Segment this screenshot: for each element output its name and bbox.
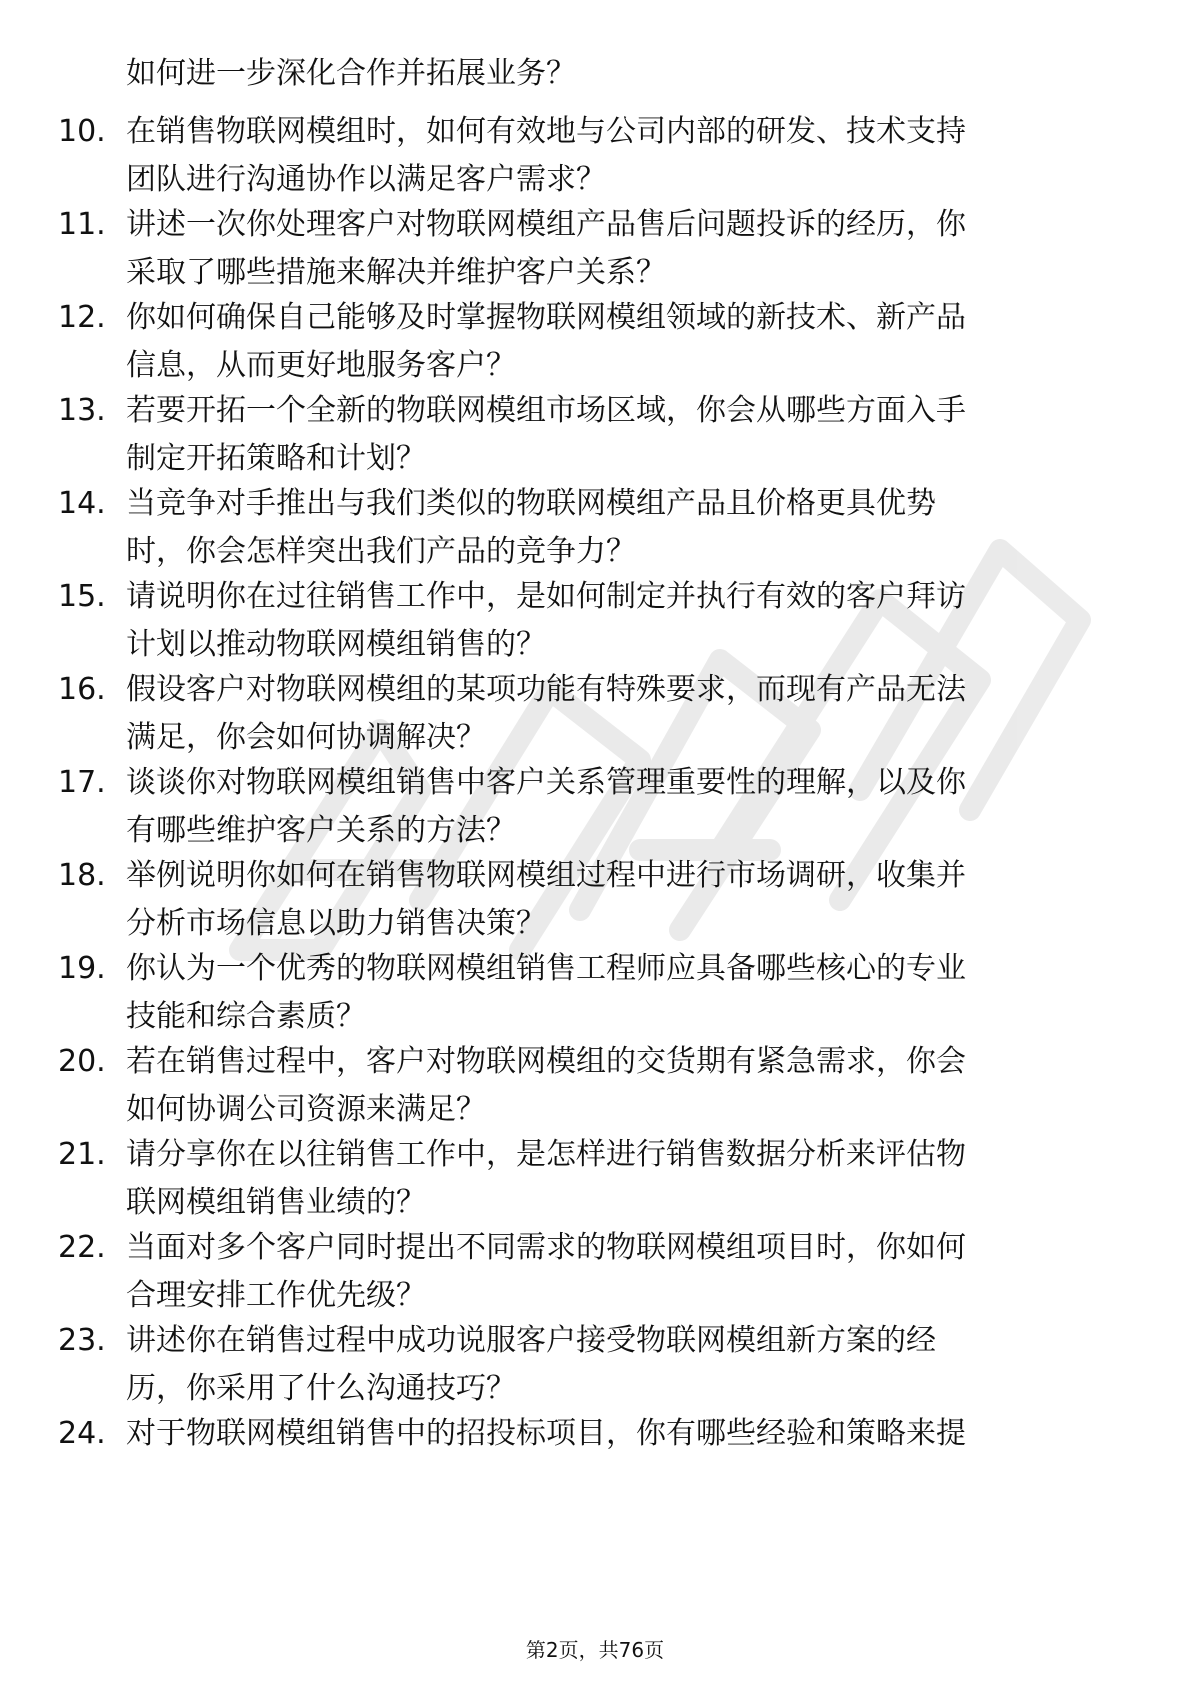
question-text-line: 满足，你会如何协调解决？	[126, 720, 486, 755]
question-text-line: 制定开拓策略和计划？	[126, 441, 426, 476]
question-text-line: 信息，从而更好地服务客户？	[126, 348, 516, 383]
question-item	[0, 1131, 1190, 1227]
question-text-line: 采取了哪些措施来解决并维护客户关系？	[126, 255, 666, 290]
question-text-line: 时，你会怎样突出我们产品的竞争力？	[126, 534, 636, 569]
question-text-line: 历，你采用了什么沟通技巧？	[126, 1371, 516, 1406]
question-text-line: 计划以推动物联网模组销售的？	[126, 627, 546, 662]
question-number: 17.	[58, 765, 106, 800]
question-item	[0, 666, 1190, 762]
question-number: 21.	[58, 1137, 106, 1172]
question-item	[0, 1317, 1190, 1413]
question-text-line: 如何协调公司资源来满足？	[126, 1092, 486, 1127]
question-number: 12.	[58, 300, 106, 335]
question-number: 23.	[58, 1323, 106, 1358]
question-text-line: 有哪些维护客户关系的方法？	[126, 813, 516, 848]
question-text-line: 联网模组销售业绩的？	[126, 1185, 426, 1220]
question-number: 20.	[58, 1044, 106, 1079]
question-text-line: 请说明你在过往销售工作中，是如何制定并执行有效的客户拜访	[126, 579, 966, 614]
question-item	[0, 1224, 1190, 1320]
question-number: 18.	[58, 858, 106, 893]
page-number-label: 第2页，共76页	[525, 1638, 665, 1662]
page-footer	[0, 1636, 1190, 1664]
continuation-text: 如何进一步深化合作并拓展业务？	[126, 56, 576, 91]
question-text-line: 讲述一次你处理客户对物联网模组产品售后问题投诉的经历，你	[126, 207, 966, 242]
question-text-line: 举例说明你如何在销售物联网模组过程中进行市场调研，收集并	[126, 858, 966, 893]
question-number: 14.	[58, 486, 106, 521]
question-text-line: 若在销售过程中，客户对物联网模组的交货期有紧急需求，你会	[126, 1044, 966, 1079]
question-text-line: 谈谈你对物联网模组销售中客户关系管理重要性的理解，以及你	[126, 765, 966, 800]
question-number: 11.	[58, 207, 106, 242]
question-text-line: 团队进行沟通协作以满足客户需求？	[126, 162, 606, 197]
question-number: 13.	[58, 393, 106, 428]
question-item	[0, 945, 1190, 1041]
question-number: 22.	[58, 1230, 106, 1265]
question-text-line: 请分享你在以往销售工作中，是怎样进行销售数据分析来评估物	[126, 1137, 966, 1172]
question-item	[0, 387, 1190, 483]
question-item	[0, 294, 1190, 390]
question-item	[0, 852, 1190, 948]
question-text-line: 当面对多个客户同时提出不同需求的物联网模组项目时，你如何	[126, 1230, 966, 1265]
question-item	[0, 480, 1190, 576]
question-number: 10.	[58, 114, 106, 149]
question-text-line: 当竞争对手推出与我们类似的物联网模组产品且价格更具优势	[126, 486, 936, 521]
question-text-line: 在销售物联网模组时，如何有效地与公司内部的研发、技术支持	[126, 114, 966, 149]
question-text-line: 分析市场信息以助力销售决策？	[126, 906, 546, 941]
question-text-line: 技能和综合素质？	[126, 999, 366, 1034]
question-text-line: 你如何确保自己能够及时掌握物联网模组领域的新技术、新产品	[126, 300, 966, 335]
question-item	[0, 1410, 1190, 1506]
question-item	[0, 201, 1190, 297]
question-text-line: 合理安排工作优先级？	[126, 1278, 426, 1313]
question-text-line: 讲述你在销售过程中成功说服客户接受物联网模组新方案的经	[126, 1323, 936, 1358]
question-number: 19.	[58, 951, 106, 986]
question-number: 24.	[58, 1416, 106, 1451]
question-text-line: 你认为一个优秀的物联网模组销售工程师应具备哪些核心的专业	[126, 951, 966, 986]
question-text-line: 假设客户对物联网模组的某项功能有特殊要求，而现有产品无法	[126, 672, 966, 707]
question-item	[0, 573, 1190, 669]
question-number: 15.	[58, 579, 106, 614]
question-item	[0, 1038, 1190, 1134]
question-item	[0, 759, 1190, 855]
question-number: 16.	[58, 672, 106, 707]
question-text-line: 若要开拓一个全新的物联网模组市场区域，你会从哪些方面入手	[126, 393, 966, 428]
question-text-line: 对于物联网模组销售中的招投标项目，你有哪些经验和策略来提	[126, 1416, 966, 1451]
question-item	[0, 108, 1190, 204]
